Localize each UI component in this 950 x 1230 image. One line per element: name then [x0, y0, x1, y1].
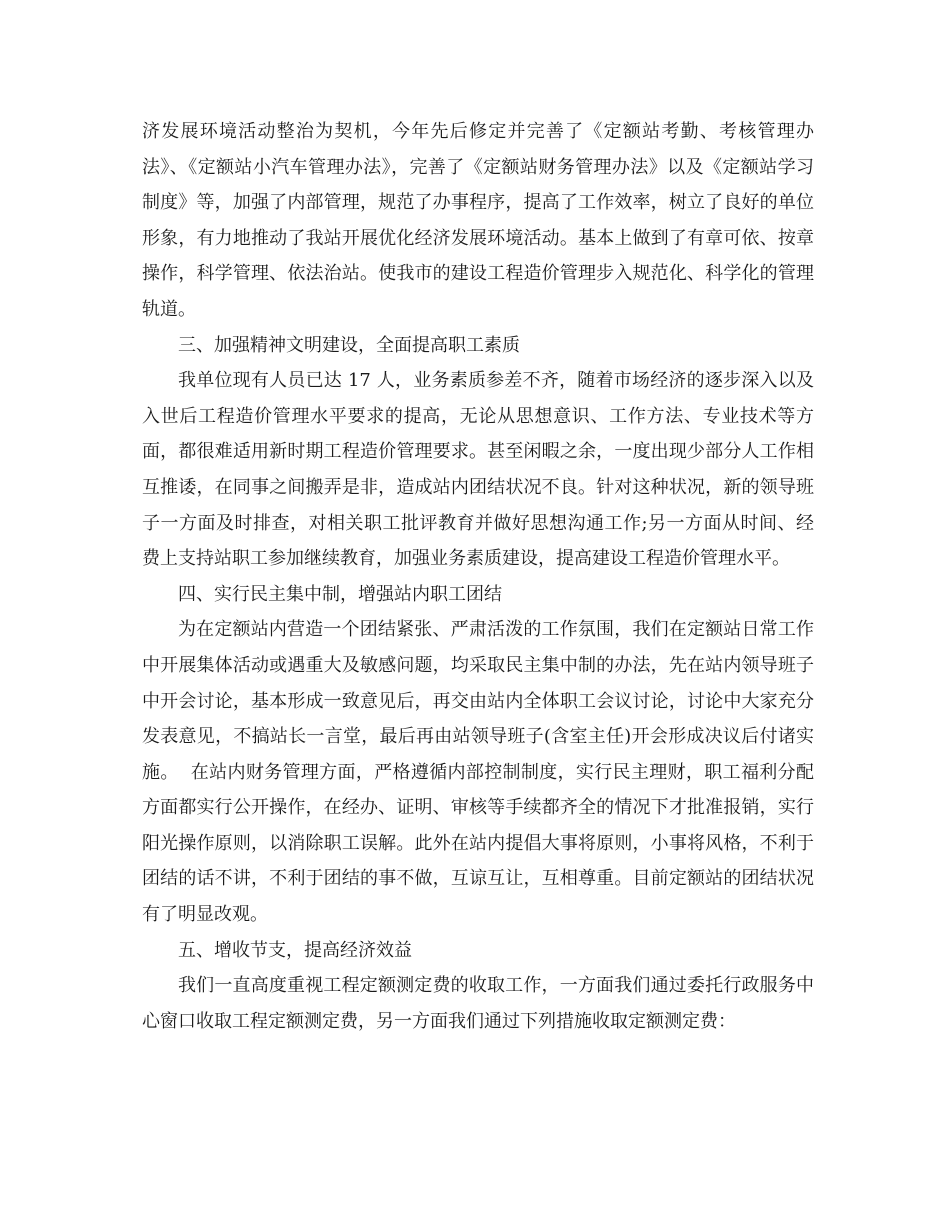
section-heading-4: 四、实行民主集中制，增强站内职工团结	[178, 583, 502, 605]
paragraph-staff-quality: 我单位现有人员已达 17 人，业务素质参差不齐，随着市场经济的逐步深入以及入世后工程造价管理水平要求的提高，无论从思想意识、工作方法、专业技术等方面，都很难适用新时期工程造价管理要求。甚至闲暇之余，一度出现少部分人工作相互推诿，在同事之间搬弄是非，造成站内团结状况不良。针对这种状况，新的领导班子一方面及时排查，对相关职工批评教育并做好思想沟通工作;另一方面从时间、经费上支持站职工参加继续教育，加强业务素质建设，提高建设工程造价管理水平。	[142, 370, 814, 570]
paragraph-revenue: 我们一直高度重视工程定额测定费的收取工作，一方面我们通过委托行政服务中心窗口收取工程定额测定费，另一方面我们通过下列措施收取定额测定费：	[142, 975, 814, 1032]
paragraph-continuation: 济发展环境活动整治为契机，今年先后修定并完善了《定额站考勤、考核管理办法》、《定额站小汽车管理办法》，完善了《定额站财务管理办法》以及《定额站学习制度》等，加强了内部管理，规范了办事程序，提高了工作效率，树立了良好的单位形象，有力地推动了我站开展优化经济发展环境活动。基本上做到了有章可依、按章操作，科学管理、依法治站。使我市的建设工程造价管理步入规范化、科学化的管理轨道。	[142, 121, 814, 320]
section-heading-5: 五、增收节支，提高经济效益	[178, 939, 412, 961]
section-heading-3: 三、加强精神文明建设，全面提高职工素质	[178, 334, 520, 356]
document-body	[142, 114, 814, 1039]
paragraph-democratic-centralism: 为在定额站内营造一个团结紧张、严肃活泼的工作氛围，我们在定额站日常工作中开展集体活动或遇重大及敏感问题，均采取民主集中制的办法，先在站内领导班子中开会讨论，基本形成一致意见后，再交由站内全体职工会议讨论，讨论中大家充分发表意见，不搞站长一言堂，最后再由站领导班子(含室主任)开会形成决议后付诸实施。 在站内财务管理方面，严格遵循内部控制制度，实行民主理财，职工福利分配方面都实行公开操作，在经办、证明、审核等手续都齐全的情况下才批准报销，实行阳光操作原则，以消除职工误解。此外在站内提倡大事将原则，小事将风格，不利于团结的话不讲，不利于团结的事不做，互谅互让，互相尊重。目前定额站的团结状况有了明显改观。	[142, 619, 814, 926]
